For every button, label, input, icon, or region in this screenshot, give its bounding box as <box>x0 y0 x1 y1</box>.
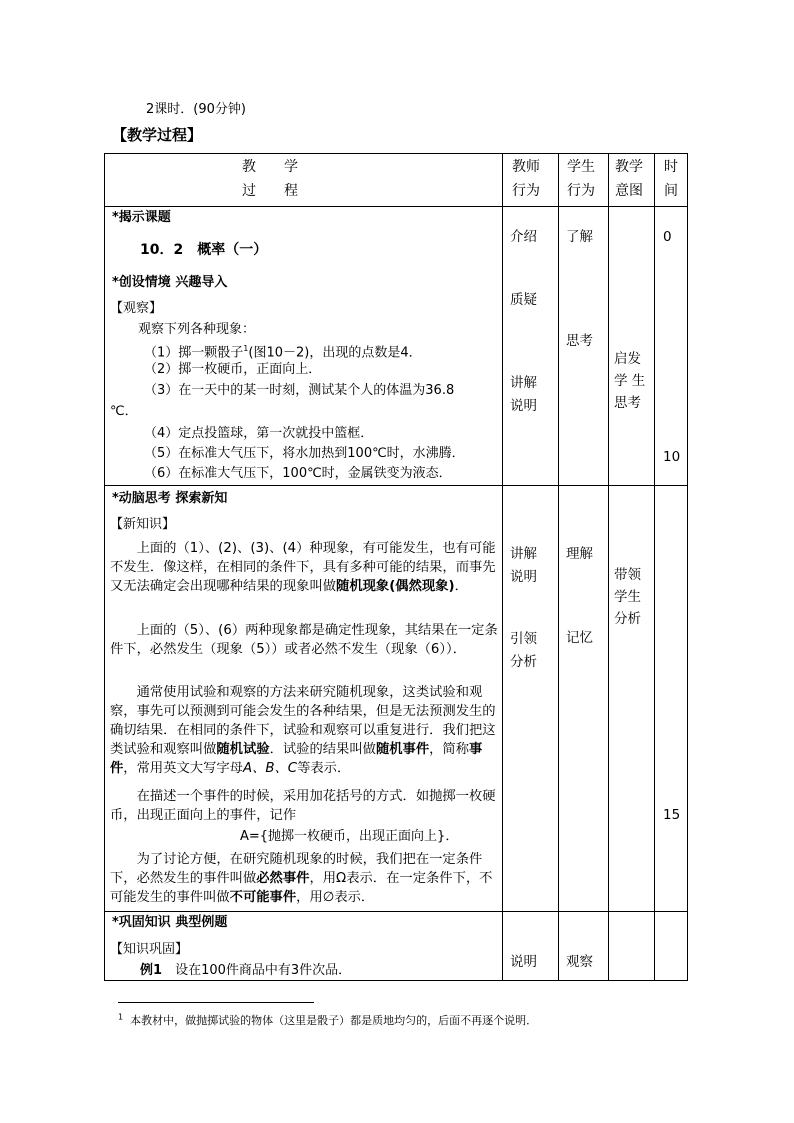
observe-item-3: （3）在一天中的某一时刻，测试某个人的体温为36.8 <box>144 383 455 398</box>
footnote: $^1$ 本教材中，做抛掷试验的物体（这里是骰子）都是质地均匀的，后面不再逐个说明． <box>118 1012 538 1027</box>
row1-teacher-explain: 讲解 <box>510 375 537 391</box>
example-1: 例1 设在100件商品中有3件次品． <box>140 963 352 978</box>
row3-teacher: 说明 <box>510 954 537 970</box>
event-formula: A={抛掷一枚硬币，出现正面向上}． <box>240 829 459 844</box>
observe-intro: 观察下列各种现象： <box>138 322 256 337</box>
row1-student-learn: 了解 <box>566 229 593 245</box>
observe-item-5: （5）在标准大气压下，将水加热到100℃时，水沸腾． <box>144 446 465 461</box>
paragraph-event-notation: 在描述一个事件的时候，采用加花括号的方式．如抛掷一枚硬币，出现正面向上的事件，记作 <box>110 789 496 823</box>
header-intent-line2: 意图 <box>615 183 643 199</box>
row1-teacher-describe: 说明 <box>510 398 537 414</box>
observe-tag: 【观察】 <box>110 301 163 316</box>
header-process-line2: 过 程 <box>242 183 298 199</box>
row1-intent-1: 启发 <box>614 351 641 367</box>
observe-item-1: （1）掷一颗骰子$^1$(图10－2)，出现的点数是4． <box>144 344 422 361</box>
row2-time: 15 <box>663 807 681 823</box>
row2-teacher-describe: 说明 <box>510 569 537 585</box>
row1-heading-scenario: *创设情境 兴趣导入 <box>112 275 228 290</box>
paragraph-deterministic: 上面的（5）、(6）两种现象都是确定性现象，其结果在一定条件下，必然发生（现象（5））或者必然不发生（现象（6））． <box>110 623 498 657</box>
row2-student-memorize: 记忆 <box>566 630 593 646</box>
section-title: 【教学过程】 <box>112 126 203 144</box>
footnote-divider <box>118 1002 314 1003</box>
header-process-line1: 教 学 <box>242 159 298 175</box>
observe-item-4: （4）定点投篮球，第一次就投中篮框． <box>144 426 374 441</box>
paragraph-certain-impossible: 为了讨论方便，在研究随机现象的时候，我们把在一定条件下，必然发生的事件叫做必然事件，用Ω表示．在一定条件下，不可能发生的事件叫做不可能事件，用∅表示． <box>110 852 493 905</box>
paragraph-random-phenomena: 上面的（1）、(2)、(3)、(4）种现象，有可能发生，也有可能不发生．像这样，在相同的条件下，具有多种可能的结果，而事先又无法确定会出现哪种结果的现象叫做随机现象(偶然现象)． <box>110 541 496 594</box>
row1-intent-3: 思考 <box>614 395 641 411</box>
row1-subject-title: 10．2 概率（一） <box>140 242 268 258</box>
row3-student: 观察 <box>566 954 593 970</box>
observe-item-2: （2）掷一枚硬币，正面向上． <box>144 362 322 377</box>
row2-intent-2: 学生 <box>614 589 641 605</box>
row1-heading-topic: *揭示课题 <box>112 210 171 225</box>
header-teacher-line1: 教师 <box>512 159 540 175</box>
row1-student-think: 思考 <box>566 333 593 349</box>
row2-teacher-explain: 讲解 <box>510 546 537 562</box>
observe-item-6: （6）在标准大气压下，100℃时，金属铁变为液态． <box>144 466 452 481</box>
row1-teacher-question: 质疑 <box>510 292 537 308</box>
row1-teacher-intro: 介绍 <box>510 229 537 245</box>
header-teacher-line2: 行为 <box>512 183 540 199</box>
lesson-duration: 2课时．(90分钟) <box>146 102 246 117</box>
row2-heading: *动脑思考 探索新知 <box>112 491 228 506</box>
row2-student-understand: 理解 <box>566 546 593 562</box>
observe-item-3-cont: ℃． <box>110 404 138 419</box>
row3-heading: *巩固知识 典型例题 <box>112 915 228 930</box>
row1-time-start: 0 <box>663 229 672 245</box>
header-intent-line1: 教学 <box>615 159 643 175</box>
new-knowledge-tag: 【新知识】 <box>110 517 176 532</box>
row2-intent-3: 分析 <box>614 611 641 627</box>
row1-time-end: 10 <box>663 449 681 465</box>
row1-intent-2: 学 生 <box>614 373 646 389</box>
header-time-line2: 间 <box>664 183 678 199</box>
paragraph-random-experiment: 通常使用试验和观察的方法来研究随机现象，这类试验和观察，事先可以预测到可能会发生的各种结果，但是无法预测发生的确切结果．在相同的条件下，试验和观察可以重复进行．我们把这类试验和观察叫做随机试验．试验的结果叫做随机事件，简称事件，常用英文大写字母A、B、C等表示． <box>110 685 496 776</box>
consolidation-tag: 【知识巩固】 <box>110 942 189 957</box>
row2-teacher-analyze: 分析 <box>510 654 537 670</box>
header-student-line2: 行为 <box>567 183 595 199</box>
lesson-table <box>104 153 688 981</box>
row2-teacher-guide: 引领 <box>510 631 537 647</box>
header-student-line1: 学生 <box>567 159 595 175</box>
header-time-line1: 时 <box>664 159 678 175</box>
row2-intent-1: 带领 <box>614 567 641 583</box>
